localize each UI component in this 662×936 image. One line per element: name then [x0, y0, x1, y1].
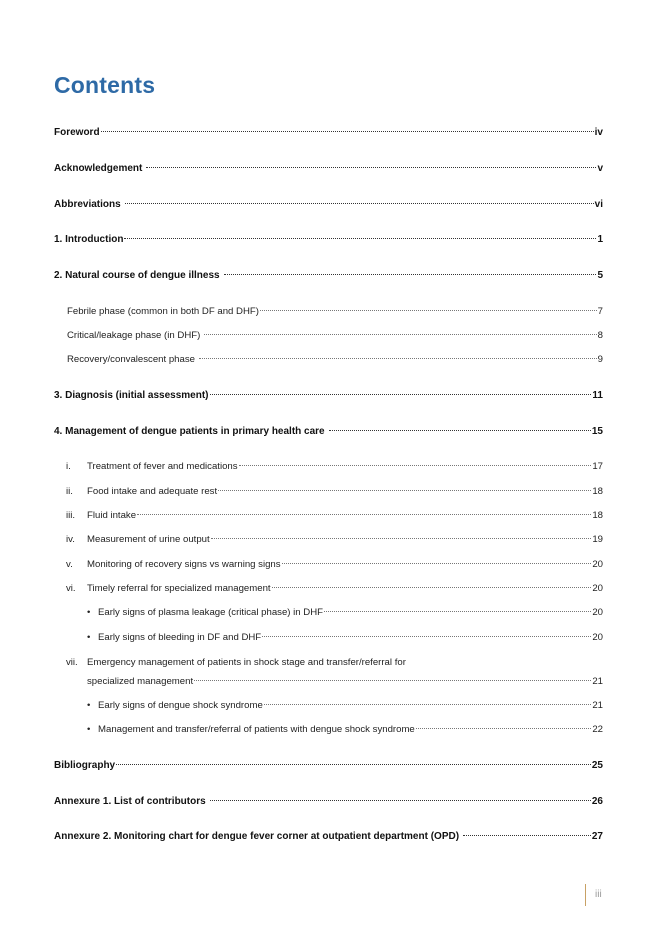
toc-page-number: 20 [592, 559, 603, 570]
toc-entry-label: Febrile phase (common in both DF and DHF) [67, 306, 259, 317]
toc-entry-natural-course[interactable] [54, 269, 603, 283]
toc-page-number: 5 [597, 270, 603, 281]
toc-page-number: 20 [592, 632, 603, 643]
toc-page-number: 18 [592, 486, 603, 497]
dot-leader [239, 464, 592, 466]
toc-page-number: 15 [591, 426, 603, 437]
toc-entry-label: Early signs of plasma leakage (critical phase) in DHF [98, 607, 324, 618]
toc-entry-foreword[interactable] [54, 126, 603, 140]
toc-page-number: 20 [592, 607, 603, 618]
toc-entry-label: 2. Natural course of dengue illness [54, 270, 220, 281]
dot-leader [101, 130, 594, 132]
toc-page-number: 19 [592, 534, 603, 545]
toc-entry-label: Abbreviations [54, 199, 121, 210]
dot-leader [463, 834, 591, 836]
toc-entry-introduction[interactable] [54, 233, 603, 247]
toc-entry-label: Monitoring of recovery signs vs warning signs [87, 559, 281, 570]
dot-leader [125, 202, 594, 204]
dot-leader [329, 429, 591, 431]
dot-leader [204, 333, 596, 335]
dot-leader [194, 679, 591, 681]
toc-entry-label: Management and transfer/referral of patients with dengue shock syndrome [98, 724, 415, 735]
table-of-contents [54, 0, 603, 936]
toc-page-number: 25 [591, 760, 603, 771]
toc-page-number: 8 [597, 330, 603, 341]
toc-page-number: vi [594, 199, 603, 210]
toc-entry-monitoring-recovery-signs[interactable] [66, 558, 603, 572]
toc-entry-annexure-2[interactable] [54, 830, 603, 844]
toc-entry-febrile-phase[interactable] [67, 305, 603, 319]
toc-entry-label: Foreword [54, 127, 100, 138]
dot-leader [324, 610, 591, 612]
toc-entry-abbreviations[interactable] [54, 198, 603, 212]
toc-entry-food-intake[interactable] [66, 485, 603, 499]
toc-entry-plasma-leakage[interactable] [87, 606, 603, 620]
toc-page-number: 9 [597, 354, 603, 365]
toc-entry-label: 4. Management of dengue patients in primary health care [54, 426, 325, 437]
toc-entry-fluid-intake[interactable] [66, 509, 603, 523]
dot-leader [260, 309, 597, 311]
footer-divider [585, 884, 586, 906]
dot-leader [264, 703, 592, 705]
dot-leader [124, 237, 596, 239]
toc-entry-label: Early signs of bleeding in DF and DHF [98, 632, 262, 643]
toc-entry-label: Fluid intake [87, 510, 137, 521]
toc-entry-diagnosis[interactable] [54, 389, 603, 403]
toc-entry-numeral: vi. [66, 583, 76, 594]
toc-entry-bibliography[interactable] [54, 759, 603, 773]
toc-entry-label: 1. Introduction [54, 234, 124, 245]
dot-leader [218, 489, 591, 491]
toc-entry-label: Annexure 1. List of contributors [54, 796, 206, 807]
bullet-icon: • [87, 724, 91, 735]
toc-entry-numeral: vii. [66, 657, 78, 668]
bullet-icon: • [87, 607, 91, 618]
dot-leader [199, 357, 597, 359]
toc-entry-recovery-phase[interactable] [67, 353, 603, 367]
toc-entry-label: Timely referral for specialized management [87, 583, 271, 594]
dot-leader [272, 586, 592, 588]
toc-entry-label: Emergency management of patients in shock stage and transfer/referral for [87, 657, 406, 668]
toc-page-number: v [597, 163, 603, 174]
toc-page-number: 26 [591, 796, 603, 807]
toc-entry-numeral: iii. [66, 510, 76, 521]
toc-page-number: 21 [592, 676, 603, 687]
bullet-icon: • [87, 700, 91, 711]
toc-entry-numeral: v. [66, 559, 73, 570]
toc-entry-emergency-management-cont[interactable] [87, 675, 603, 689]
toc-page-number: iv [594, 127, 603, 138]
toc-page-number: 21 [592, 700, 603, 711]
toc-entry-annexure-1[interactable] [54, 795, 603, 809]
toc-page-number: 27 [591, 831, 603, 842]
dot-leader [416, 727, 592, 729]
toc-entry-timely-referral[interactable] [66, 582, 603, 596]
toc-entry-numeral: iv. [66, 534, 75, 545]
toc-entry-label: Critical/leakage phase (in DHF) [67, 330, 201, 341]
toc-entry-urine-output[interactable] [66, 533, 603, 547]
toc-page-number: 20 [592, 583, 603, 594]
bullet-icon: • [87, 632, 91, 643]
toc-entry-label: Bibliography [54, 760, 116, 771]
toc-entry-numeral: ii. [66, 486, 73, 497]
toc-entry-label: Recovery/convalescent phase [67, 354, 195, 365]
dot-leader [282, 562, 592, 564]
dot-leader [210, 799, 591, 801]
toc-entry-label: Food intake and adequate rest [87, 486, 218, 497]
toc-entry-treatment-of-fever[interactable] [66, 460, 603, 474]
toc-entry-acknowledgement[interactable] [54, 162, 603, 176]
toc-entry-label: Early signs of dengue shock syndrome [98, 700, 263, 711]
toc-page-number: 11 [592, 390, 603, 401]
page-title: Contents [54, 72, 156, 98]
toc-entry-bleeding-signs[interactable] [87, 631, 603, 645]
toc-entry-numeral: i. [66, 461, 71, 472]
toc-entry-label: Annexure 2. Monitoring chart for dengue fever corner at outpatient department (OPD) [54, 831, 460, 842]
toc-page-number: 1 [597, 234, 603, 245]
toc-entry-critical-phase[interactable] [67, 329, 603, 343]
dot-leader [210, 393, 592, 395]
toc-entry-label: Measurement of urine output [87, 534, 210, 545]
dot-leader [224, 273, 597, 275]
toc-page-number: 18 [592, 510, 603, 521]
toc-page-number: 7 [597, 306, 603, 317]
toc-entry-label-continued: specialized management [87, 676, 194, 687]
toc-page-number: 22 [592, 724, 603, 735]
toc-entry-management[interactable] [54, 425, 603, 439]
toc-entry-emergency-management[interactable] [66, 656, 603, 670]
dot-leader [211, 537, 592, 539]
dot-leader [262, 635, 591, 637]
toc-entry-label: Acknowledgement [54, 163, 143, 174]
dot-leader [116, 763, 591, 765]
dot-leader [146, 166, 596, 168]
toc-entry-shock-management-referral[interactable] [87, 723, 603, 737]
footer-page-number: iii [595, 889, 602, 900]
dot-leader [137, 513, 591, 515]
toc-entry-dengue-shock-signs[interactable] [87, 699, 603, 713]
toc-page-number: 17 [592, 461, 603, 472]
toc-entry-label: Treatment of fever and medications [87, 461, 238, 472]
toc-entry-label: 3. Diagnosis (initial assessment) [54, 390, 209, 401]
